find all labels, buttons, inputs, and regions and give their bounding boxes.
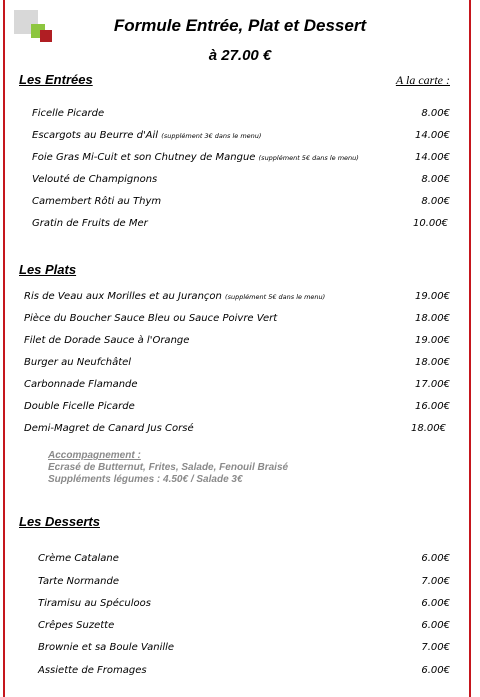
section-desserts-heading: Les Desserts — [19, 514, 100, 529]
accompagnement-block — [48, 450, 288, 486]
item-name: Foie Gras Mi-Cuit et son Chutney de Mangue — [32, 152, 256, 163]
item-price: 8.00€ — [421, 196, 450, 207]
item-note: (supplément 3€ dans le menu) — [161, 132, 262, 140]
item-price: 14.00€ — [415, 130, 450, 141]
item-name: Burger au Neufchâtel — [24, 357, 132, 368]
item-price: 6.00€ — [421, 665, 450, 676]
item-name: Ficelle Picarde — [32, 108, 105, 119]
menu-item — [0, 665, 480, 681]
menu-item — [0, 196, 480, 212]
item-name: Escargots au Beurre d'Ail — [32, 130, 159, 141]
item-price: 16.00€ — [415, 401, 450, 412]
menu-item — [0, 357, 480, 373]
section-plats-heading: Les Plats — [19, 262, 77, 277]
item-name: Tarte Normande — [38, 576, 119, 587]
menu-item — [0, 291, 480, 307]
item-name: Tiramisu au Spéculoos — [38, 598, 151, 609]
item-name: Velouté de Champignons — [32, 174, 158, 185]
menu-item — [0, 218, 480, 234]
menu-item — [0, 174, 480, 190]
item-name: Pièce du Boucher Sauce Bleu ou Sauce Poivre Vert — [24, 313, 278, 324]
menu-item — [0, 576, 480, 592]
supplements-line: Suppléments légumes : 4.50€ / Salade 3€ — [48, 474, 243, 485]
menu-item — [0, 401, 480, 417]
item-name: Double Ficelle Picarde — [24, 401, 135, 412]
accompagnement-heading: Accompagnement : — [48, 450, 141, 461]
menu-item — [0, 598, 480, 614]
accompagnement-line: Ecrasé de Butternut, Frites, Salade, Fenouil Braisé — [48, 462, 289, 473]
menu-item — [0, 108, 480, 124]
menu-item — [0, 553, 480, 569]
item-note: (supplément 5€ dans le menu) — [225, 293, 326, 301]
item-price: 17.00€ — [415, 379, 450, 390]
menu-item — [0, 642, 480, 658]
menu-item — [0, 620, 480, 636]
a-la-carte-label: A la carte : — [395, 73, 450, 87]
menu-item — [0, 130, 480, 146]
item-price: 18.00€ — [415, 313, 450, 324]
menu-item — [0, 335, 480, 351]
item-name: Brownie et sa Boule Vanille — [38, 642, 175, 653]
item-name: Carbonnade Flamande — [24, 379, 138, 390]
item-price: 19.00€ — [415, 291, 450, 302]
item-note: (supplément 5€ dans le menu) — [258, 154, 359, 162]
item-name: Crêpes Suzette — [38, 620, 115, 631]
item-name: Gratin de Fruits de Mer — [32, 218, 148, 229]
item-name: Assiette de Fromages — [38, 665, 147, 676]
item-name: Crème Catalane — [38, 553, 119, 564]
item-name: Camembert Rôti au Thym — [32, 196, 162, 207]
item-price: 18.00€ — [411, 423, 446, 434]
item-price: 8.00€ — [421, 108, 450, 119]
section-entrees-heading: Les Entrées — [19, 72, 93, 87]
item-price: 6.00€ — [421, 553, 450, 564]
item-price: 18.00€ — [415, 357, 450, 368]
item-price: 7.00€ — [421, 642, 450, 653]
item-price: 8.00€ — [421, 174, 450, 185]
menu-price: à 27.00 € — [208, 47, 272, 64]
item-price: 6.00€ — [421, 620, 450, 631]
item-name: Ris de Veau aux Morilles et au Jurançon — [24, 291, 222, 302]
menu-item — [0, 152, 480, 168]
menu-item — [0, 423, 480, 439]
item-name: Filet de Dorade Sauce à l'Orange — [24, 335, 190, 346]
item-price: 14.00€ — [415, 152, 450, 163]
menu-title: Formule Entrée, Plat et Dessert — [113, 16, 367, 35]
item-price: 7.00€ — [421, 576, 450, 587]
item-price: 6.00€ — [421, 598, 450, 609]
item-name: Demi-Magret de Canard Jus Corsé — [24, 423, 194, 434]
item-price: 10.00€ — [413, 218, 448, 229]
item-price: 19.00€ — [415, 335, 450, 346]
menu-item — [0, 379, 480, 395]
menu-item — [0, 313, 480, 329]
